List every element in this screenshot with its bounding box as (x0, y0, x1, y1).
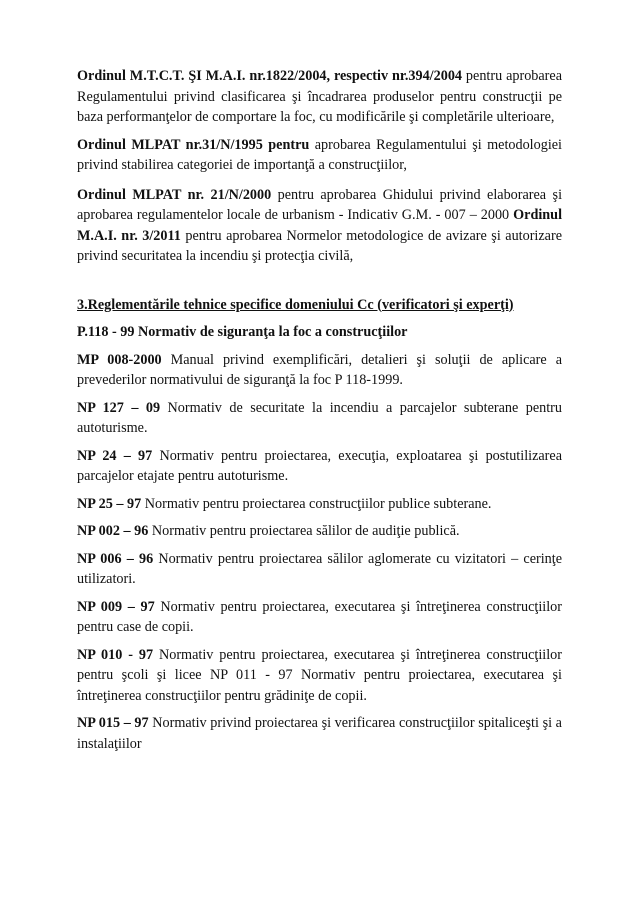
regulation-code: NP 009 – 97 (77, 598, 155, 615)
regulation-item (77, 645, 562, 707)
regulation-description: Normativ pentru proiectarea construcţiilor publice subterane. (141, 495, 492, 512)
regulation-description: Manual privind exemplificări, detalieri şi soluţii de aplicare a prevederilor normativului de siguranţă la foc P 118-1999. (77, 351, 562, 388)
order-description: pentru aprobarea Regulamentului privind clasificarea şi încadrarea produselor pentru construcţii pe baza performanţelor de comportare la foc, cu modificările şi completările ulterioare, (77, 68, 562, 125)
order-title-bold: Ordinul MLPAT nr.31/N/1995 pentru (77, 136, 310, 153)
regulation-code: NP 006 – 96 (77, 550, 154, 567)
regulation-item (77, 713, 562, 754)
regulation-code: NP 015 – 97 (77, 715, 149, 731)
regulations-list (77, 322, 562, 754)
regulation-code: NP 010 - 97 (77, 646, 154, 663)
regulation-code: NP 127 – 09 (77, 399, 161, 416)
section-heading: 3.Reglementările tehnice specifice domeniului Cc (verificatori şi experţi) (77, 296, 514, 313)
regulation-item (77, 398, 562, 439)
regulation-description: Normativ de securitate la incendiu a parcajelor subterane pentru autoturisme. (77, 399, 562, 436)
regulation-item (77, 549, 562, 590)
regulation-code: NP 002 – 96 (77, 523, 149, 539)
order-description: pentru aprobarea Normelor metodologice de avizare şi autorizare privind securitatea la incendiu şi protecţia civilă, (77, 227, 562, 264)
order-description: aprobarea Regulamentului şi metodologiei privind stabilirea categoriei de importanţă a construcţiilor, (77, 136, 562, 173)
regulation-item (77, 521, 562, 542)
paragraph-order-mlpat-21-and-mai-3 (77, 185, 562, 267)
regulation-code: NP 24 – 97 (77, 447, 153, 464)
regulation-description: Normativ pentru proiectarea sălilor aglomerate cu vizitatori – cerinţe utilizatori. (77, 550, 562, 587)
regulation-code: MP 008-2000 (77, 351, 162, 368)
regulation-item (77, 597, 562, 638)
paragraph-order-mtct-mai (77, 66, 562, 128)
regulation-description: Normativ pentru proiectarea, executarea şi întreţinerea construcţiilor pentru case de copii. (77, 598, 562, 635)
regulation-item (77, 350, 562, 391)
order-description: pentru aprobarea Ghidului privind elaborarea şi aprobarea regulamentelor locale de urbanism - Indicativ G.M. - 007 – 2000 (77, 186, 563, 223)
regulation-description: Normativ pentru proiectarea, execuţia, exploatarea şi postutilizarea parcajelor etajate pentru autoturisme. (77, 447, 562, 484)
regulation-item (77, 494, 562, 515)
order-title-bold: Ordinul M.A.I. nr. 3/2011 (77, 207, 563, 244)
order-title-bold: Ordinul MLPAT nr. 21/N/2000 (77, 186, 272, 203)
regulation-description: Normativ privind proiectarea şi verificarea construcţiilor spitaliceşti şi a instalaţiilor (77, 715, 562, 752)
regulation-description: Normativ pentru proiectarea, executarea şi întreţinerea construcţiilor pentru şcoli şi licee NP 011 - 97 Normativ pentru proiectarea, executarea şi întreţinerea construcţiilor pentru grădiniţe de copii. (77, 646, 562, 704)
regulation-code: NP 25 – 97 (77, 495, 142, 512)
document-page (77, 66, 562, 754)
regulation-item (77, 446, 562, 487)
regulation-description: Normativ pentru proiectarea sălilor de audiţie publică. (148, 523, 460, 539)
paragraph-order-mlpat-31 (77, 135, 562, 176)
regulation-code: P.118 - 99 Normativ de siguranţa la foc a construcţiilor (77, 324, 408, 340)
regulation-item (77, 322, 562, 343)
order-title-bold: Ordinul M.T.C.T. ŞI M.A.I. nr.1822/2004, respectiv nr.394/2004 (77, 68, 463, 84)
